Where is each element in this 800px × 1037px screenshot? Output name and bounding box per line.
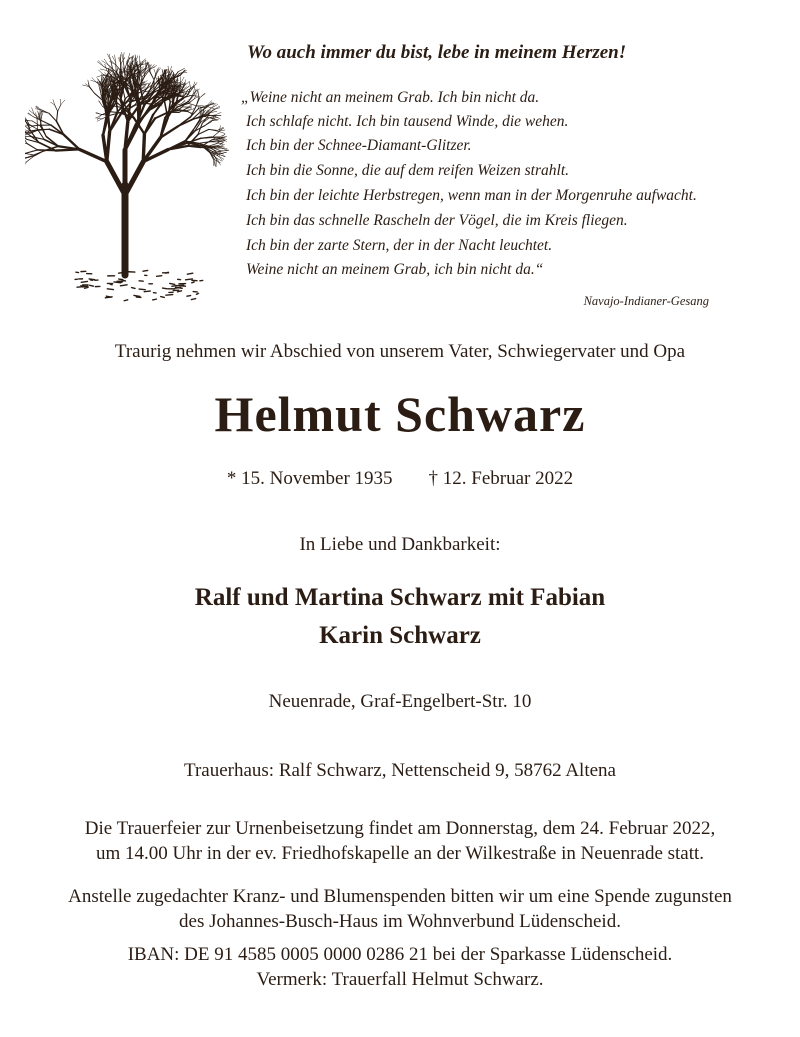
tree-branch — [200, 94, 206, 98]
tree-branch — [61, 100, 65, 104]
tree-branch — [119, 273, 123, 274]
tree-branch — [180, 77, 184, 83]
tree-branch — [196, 293, 198, 294]
intro-text: Traurig nehmen wir Abschied von unserem Vater, Schwiegervater und Opa — [114, 341, 686, 362]
tree-branch — [153, 299, 157, 300]
ceremony-line: Die Trauerfeier zur Urnenbeisetzung findet am Donnerstag, dem 24. Februar 2022, — [84, 818, 716, 839]
tree-branch — [58, 104, 61, 111]
tree-branch — [103, 135, 107, 161]
tree-branch — [27, 144, 38, 150]
bank-line: IBAN: DE 91 4585 0005 0000 0286 21 bei der Sparkasse Lüdenscheid. — [127, 944, 673, 965]
ceremony-line: um 14.00 Uhr in der ev. Friedhofskapelle an der Wilkestraße in Neuenrade statt. — [95, 843, 705, 864]
tree-branch — [90, 285, 94, 286]
donation-line: des Johannes-Busch-Haus im Wohnverbund Lüdenscheid. — [179, 911, 621, 932]
tree-branch — [218, 131, 225, 133]
poem-line: Weine nicht an meinem Grab, ich bin nicht da.“ — [246, 261, 544, 278]
tree-branch — [185, 130, 193, 141]
tree-branch — [205, 122, 212, 126]
poem-line: Ich schlafe nicht. Ich bin tausend Winde, die wehen. — [246, 113, 569, 130]
poem-line: „Weine nicht an meinem Grab. Ich bin nicht da. — [241, 89, 540, 106]
tree-branch — [192, 282, 194, 283]
tree-branch — [187, 296, 191, 297]
tree-illustration — [25, 35, 230, 310]
tree-branch — [221, 152, 227, 154]
tree-branch — [32, 125, 40, 126]
tree-branch — [166, 272, 169, 273]
tree-branch — [25, 156, 26, 157]
tree-branch — [82, 286, 88, 287]
tree-branch — [100, 69, 107, 70]
tree-branch — [149, 71, 154, 79]
tree-branch — [177, 285, 184, 286]
tree-branch — [154, 69, 156, 74]
tree-branch — [55, 105, 58, 111]
tree-branch — [97, 115, 101, 120]
tree-branch — [60, 99, 61, 104]
tree-branch — [25, 158, 26, 160]
tree-branch — [134, 295, 140, 296]
dates — [0, 468, 800, 490]
tree-branch — [28, 113, 33, 117]
tree-branch — [188, 103, 196, 105]
mourner: Karin Schwarz — [319, 622, 481, 649]
motto: Wo auch immer du bist, lebe in meinem Herzen! — [247, 42, 627, 63]
tree-branch — [157, 276, 162, 277]
poem-line: Ich bin die Sonne, die auf dem reifen Weizen strahlt. — [246, 162, 570, 179]
tree-branch — [170, 283, 175, 284]
tree-branch — [81, 281, 87, 282]
tree-branch — [99, 101, 103, 106]
mourner: Ralf und Martina Schwarz mit Fabian — [194, 584, 606, 611]
tree-branch — [193, 82, 197, 88]
tree-branch — [141, 86, 145, 90]
tree-branch — [143, 270, 148, 271]
tree-branch — [107, 289, 113, 290]
address: Neuenrade, Graf-Engelbert-Str. 10 — [268, 691, 532, 712]
tree-branch — [122, 52, 124, 60]
birth-date: * 15. November 1935 — [226, 468, 393, 489]
tree-branch — [89, 87, 95, 94]
donation-line: Anstelle zugedachter Kranz- und Blumenspenden bitten wir um eine Spende zugunsten — [68, 886, 732, 907]
tree-branch — [119, 279, 123, 280]
tree-branch — [56, 149, 80, 150]
tree-branch — [187, 273, 192, 274]
tree-branch — [96, 115, 102, 118]
tree-branch — [99, 70, 104, 75]
tree-branch — [166, 295, 173, 296]
tree-branch — [196, 98, 200, 106]
tree-branch — [125, 162, 143, 195]
tree-branch — [25, 150, 37, 153]
tree-branch — [25, 154, 26, 156]
tree-branch — [79, 149, 106, 161]
tree-branch — [49, 113, 57, 121]
tree-branch — [214, 116, 220, 119]
tree-branch — [163, 288, 168, 289]
death-date: † 12. Februar 2022 — [428, 468, 574, 489]
tree-branch — [26, 154, 34, 155]
poem-line: Ich bin der Schnee-Diamant-Glitzer. — [246, 137, 472, 154]
tree-branch — [172, 286, 177, 287]
tree-branch — [34, 151, 44, 156]
poem-line: Ich bin der zarte Stern, der in der Nacht leuchtet. — [246, 237, 553, 254]
tree-branch — [144, 291, 150, 292]
tree-branch — [41, 120, 51, 125]
poem-line: Ich bin der leichte Herbstregen, wenn man in der Morgenruhe aufwacht. — [246, 187, 697, 204]
tree-branch — [97, 62, 104, 67]
tree-branch — [191, 299, 195, 300]
bank-line: Vermerk: Trauerfall Helmut Schwarz. — [256, 969, 544, 990]
tree-branch — [139, 289, 145, 290]
tree-branch — [124, 300, 128, 301]
trauerhaus: Trauerhaus: Ralf Schwarz, Nettenscheid 9, 58762 Altena — [184, 760, 616, 781]
tree-branch — [215, 112, 221, 115]
love-line: In Liebe und Dankbarkeit: — [299, 534, 501, 555]
tree-branch — [161, 297, 165, 298]
tree-branch — [105, 297, 112, 298]
tree-branch — [132, 288, 135, 289]
tree-branch — [57, 111, 58, 121]
tree-branch — [85, 287, 89, 288]
tree-branch — [186, 279, 193, 280]
tree-branch — [219, 155, 225, 157]
deceased-name: Helmut Schwarz — [214, 386, 586, 442]
tree-branch — [107, 162, 125, 195]
poem-source: Navajo-Indianer-Gesang — [583, 294, 709, 308]
tree-branch — [177, 291, 181, 292]
tree-branch — [189, 81, 190, 88]
tree-branch — [120, 285, 127, 286]
poem-line: Ich bin das schnelle Rascheln der Vögel, die im Kreis fliegen. — [246, 212, 628, 229]
tree-branch — [110, 113, 120, 116]
tree-branch — [175, 287, 180, 288]
